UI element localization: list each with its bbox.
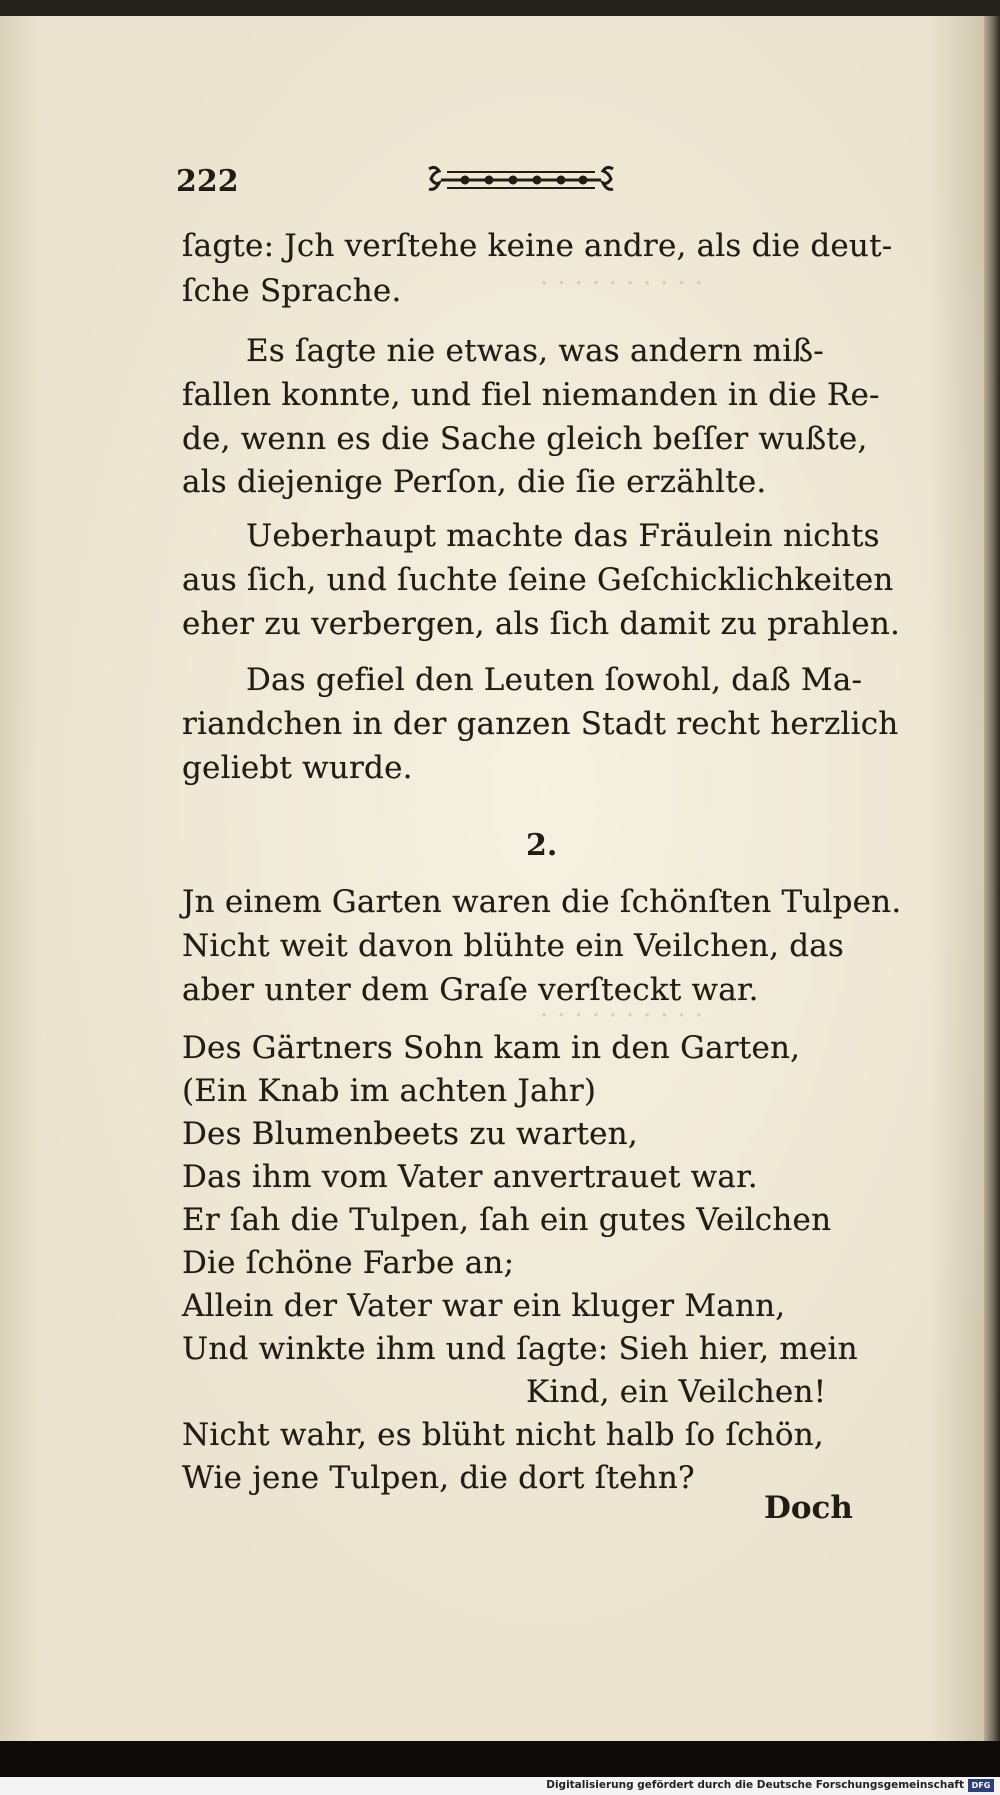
funding-credit: Digitalisierung gefördert durch die Deutsche Forschungsgemeinschaft (546, 1779, 964, 1791)
verse-line: (Ein Knab im achten Jahr) (182, 1073, 597, 1109)
section-number: 2. (526, 828, 558, 863)
verse-line-continuation: Kind, ein Veilchen! (526, 1374, 827, 1410)
text-line: geliebt wurde. (182, 750, 413, 786)
text-line: als diejenige Perſon, die ſie erzählte. (182, 464, 767, 500)
verse-line: Die ſchöne Farbe an; (182, 1245, 515, 1281)
verse-line: Er ſah die Tulpen, ſah ein gutes Veilchen (182, 1202, 832, 1238)
text-line: riandchen in der ganzen Stadt recht herzlich (182, 706, 899, 742)
page-fore-edge (984, 16, 1000, 1741)
text-line: ſagte: Jch verſtehe keine andre, als die deut- (182, 228, 893, 264)
text-line: aus ſich, und ſuchte ſeine Geſchicklichkeiten (182, 562, 894, 598)
verse-line: Des Gärtners Sohn kam in den Garten, (182, 1030, 801, 1066)
text-line: Es ſagte nie etwas, was andern miß- (246, 333, 824, 369)
verse-line: Das ihm vom Vater anvertrauet war. (182, 1159, 758, 1195)
verse-line: Nicht wahr, es blüht nicht halb ſo ſchön, (182, 1417, 824, 1453)
show-through-text: · · · · · · · · · · (540, 1000, 704, 1031)
text-line: Ueberhaupt machte das Fräulein nichts (246, 518, 880, 554)
catchword: Doch (764, 1490, 853, 1526)
footer-strip (0, 1777, 1000, 1795)
show-through-text: · · · · · · · · · · (540, 268, 704, 299)
verse-line: Wie jene Tulpen, die dort ſtehn? (182, 1460, 695, 1496)
dfg-logo-icon: DFG (968, 1779, 994, 1792)
text-line: ſche Sprache. (182, 273, 402, 309)
text-line: Jn einem Garten waren die ſchönſten Tulpen. (182, 884, 902, 920)
text-line: Das gefiel den Leuten ſowohl, daß Ma- (246, 662, 863, 698)
scan-bottom-edge (0, 1741, 1000, 1777)
decorative-header-rule-icon (425, 163, 617, 197)
text-line: fallen konnte, und fiel niemanden in die Re- (182, 377, 880, 413)
text-line: eher zu verbergen, als ſich damit zu prahlen. (182, 606, 901, 642)
verse-line: Des Blumenbeets zu warten, (182, 1116, 638, 1152)
text-line: de, wenn es die Sache gleich beſſer wußte, (182, 421, 868, 457)
verse-line: Und winkte ihm und ſagte: Sieh hier, mein (182, 1331, 858, 1367)
text-line: Nicht weit davon blühte ein Veilchen, das (182, 928, 845, 964)
page-number: 222 (176, 164, 239, 199)
text-line: aber unter dem Graſe verſteckt war. (182, 972, 759, 1008)
verse-line: Allein der Vater war ein kluger Mann, (182, 1288, 786, 1324)
